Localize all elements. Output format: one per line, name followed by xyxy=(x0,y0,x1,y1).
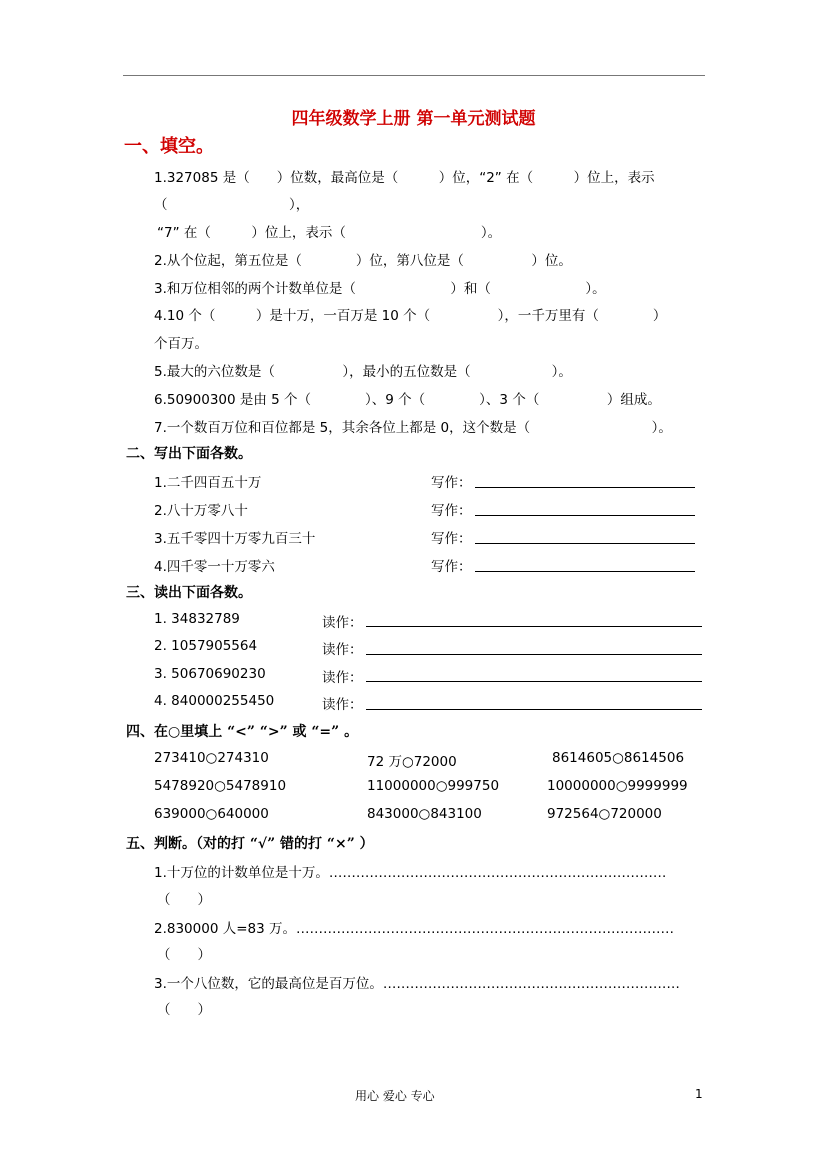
read-label: 读作： xyxy=(322,670,363,686)
judge-item-3: 3.一个八位数，它的最高位是百万位。………………………………………………………… xyxy=(154,976,680,992)
compare-item: 8614605○8614506 xyxy=(552,750,685,766)
judge-blank[interactable]: （ ） xyxy=(157,1002,211,1018)
judge-blank[interactable]: （ ） xyxy=(157,892,211,908)
write-answer-line[interactable] xyxy=(475,543,695,544)
judge-item-2: 2.830000 人=83 万。………………………………………………………………………… xyxy=(154,921,674,937)
question-1-line-3: “7” 在（ ）位上，表示（ ）。 xyxy=(157,225,502,241)
judge-item-1: 1.十万位的计数单位是十万。………………………………………………………………… xyxy=(154,865,667,881)
write-answer-line[interactable] xyxy=(475,515,695,516)
read-answer-line[interactable] xyxy=(366,626,702,627)
read-item-3: 3. 50670690230 xyxy=(154,666,266,682)
write-label: 写作： xyxy=(431,475,472,491)
compare-item: 273410○274310 xyxy=(154,750,269,766)
write-label: 写作： xyxy=(431,503,472,519)
compare-item: 72 万○72000 xyxy=(367,754,457,770)
read-item-2: 2. 1057905564 xyxy=(154,638,258,654)
write-label: 写作： xyxy=(431,559,472,575)
section-5-heading: 五、判断。（对的打 “√” 错的打 “×” ） xyxy=(126,836,374,852)
compare-item: 10000000○9999999 xyxy=(547,778,688,794)
section-2-heading: 二、写出下面各数。 xyxy=(126,446,252,462)
read-item-1: 1. 34832789 xyxy=(154,611,240,627)
compare-item: 843000○843100 xyxy=(367,806,482,822)
section-4-heading: 四、在○里填上 “<” “>” 或 “=” 。 xyxy=(126,724,359,740)
section-1-heading: 一、填空。 xyxy=(124,136,214,157)
page-number: 1 xyxy=(695,1087,703,1101)
question-4-line-1: 4.10 个（ ）是十万，一百万是 10 个（ ），一千万里有（ ） xyxy=(154,308,667,324)
question-2: 2.从个位起，第五位是（ ）位，第八位是（ ）位。 xyxy=(154,253,572,269)
write-answer-line[interactable] xyxy=(475,571,695,572)
write-item-4: 4.四千零一十万零六 xyxy=(154,559,275,575)
question-7: 7.一个数百万位和百位都是 5，其余各位上都是 0，这个数是（ ）。 xyxy=(154,420,672,436)
write-label: 写作： xyxy=(431,531,472,547)
header-rule xyxy=(123,75,705,76)
page-title: 四年级数学上册 第一单元测试题 xyxy=(291,109,536,129)
compare-item: 5478920○5478910 xyxy=(154,778,287,794)
write-item-3: 3.五千零四十万零九百三十 xyxy=(154,531,316,547)
question-1-line-2: （ ）， xyxy=(154,197,310,213)
judge-blank[interactable]: （ ） xyxy=(157,947,211,963)
write-answer-line[interactable] xyxy=(475,487,695,488)
question-5: 5.最大的六位数是（ ），最小的五位数是（ ）。 xyxy=(154,364,572,380)
compare-item: 639000○640000 xyxy=(154,806,269,822)
read-answer-line[interactable] xyxy=(366,709,702,710)
compare-item: 11000000○999750 xyxy=(367,778,500,794)
read-label: 读作： xyxy=(322,642,363,658)
question-3: 3.和万位相邻的两个计数单位是（ ）和（ ）。 xyxy=(154,281,606,297)
question-1-line-1: 1.327085 是（ ）位数，最高位是（ ）位，“2” 在（ ）位上，表示 xyxy=(154,170,655,186)
section-3-heading: 三、读出下面各数。 xyxy=(126,585,252,601)
question-6: 6.50900300 是由 5 个（ ）、9 个（ ）、3 个（ ）组成。 xyxy=(154,392,661,408)
read-answer-line[interactable] xyxy=(366,681,702,682)
footer-text: 用心 爱心 专心 xyxy=(355,1089,435,1103)
write-item-1: 1.二千四百五十万 xyxy=(154,475,262,491)
question-4-line-2: 个百万。 xyxy=(154,336,208,352)
read-label: 读作： xyxy=(322,697,363,713)
write-item-2: 2.八十万零八十 xyxy=(154,503,248,519)
read-label: 读作： xyxy=(322,615,363,631)
read-item-4: 4. 840000255450 xyxy=(154,693,275,709)
read-answer-line[interactable] xyxy=(366,654,702,655)
compare-item: 972564○720000 xyxy=(547,806,662,822)
